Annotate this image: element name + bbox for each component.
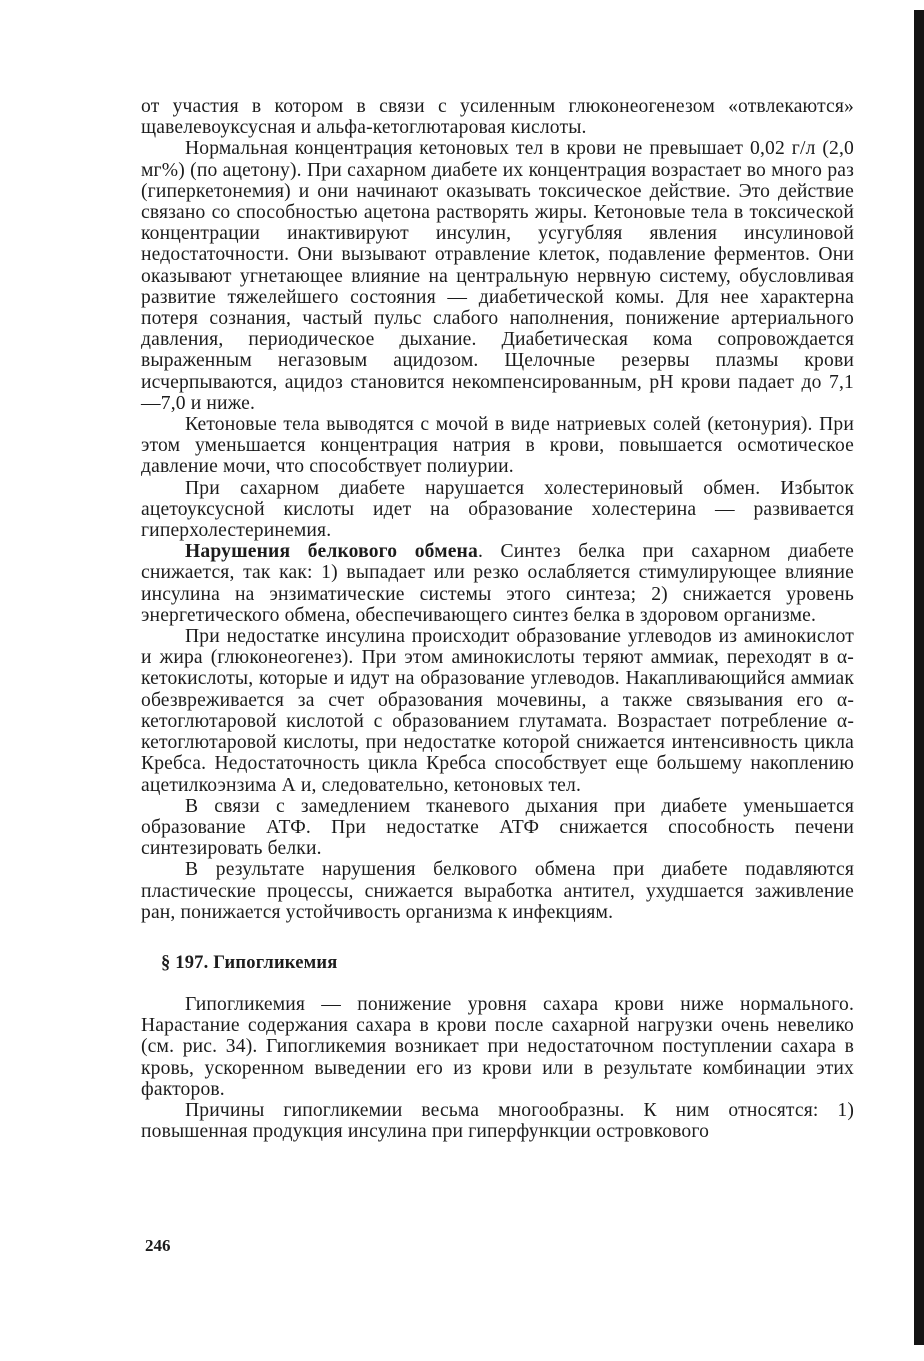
page-body [141,96,854,1142]
paragraph-lead-bold: Нарушения белкового обмена [185,541,478,563]
paragraph-protein-result: В результате нарушения белкового обмена при диабете подавляются пластические процессы, снижается выработка антител, ухудшается заживление ран, понижается устойчивость организма к инфекциям. [141,859,854,923]
paragraph-protein-metabolism [141,541,854,626]
paragraph-continued: от участия в котором в связи с усиленным глюконеогенезом «отвлекаются» щавелевоуксусная и альфа-кетоглютаровая кислоты. [141,96,854,139]
section-heading: § 197. Гипогликемия [161,952,338,973]
paragraph-atp: В связи с замедлением тканевого дыхания при диабете уменьшается образование АТФ. При недостатке АТФ снижается способность печени синтезировать белки. [141,795,854,860]
paragraph-ketone-concentration: Нормальная концентрация кетоновых тел в крови не превышает 0,02 г/л (2,0 мг%) (по ацетону). При сахарном диабете их концентрация возрастает во много раз (гиперкетонемия) и они начинают оказывать токсическое действие. Это действие связано со способностью ацетона растворять жиры. Кетоновые тела в токсической концентрации инактивируют инсулин, усугубляя явления инсулиновой недостаточности. Они вызывают отравление клеток, подавление ферментов. Они оказывают угнетающее влияние на центральную нервную систему, обусловливая развитие тяжелейшего состояния — диабетической комы. Для нее характерна потеря сознания, частый пульс слабого наполнения, понижение артериального давления, периодическое дыхание. Диабетическая кома сопровождается выраженным негазовым ацидозом. Щелочные резервы плазмы крови исчерпываются, ацидоз становится некомпенсированным, pH крови падает до 7,1—7,0 и ниже. [141,138,854,414]
scan-binding-edge [914,10,924,1345]
paragraph-ketonuria: Кетоновые тела выводятся с мочой в виде натриевых солей (кетонурия). При этом уменьшается концентрация натрия в крови, повышается осмотическое давление мочи, что способствует полиурии. [141,414,854,478]
paragraph-hypoglycemia-causes: Причины гипогликемии весьма многообразны. К ним относятся: 1) повышенная продукция инсулина при гиперфункции островкового [141,1099,854,1143]
paragraph-hypoglycemia-definition: Гипогликемия — понижение уровня сахара крови ниже нормального. Нарастание содержания сахара в крови после сахарной нагрузки очень невелико (см. рис. 34). Гипогликемия возникает при недостаточном поступлении сахара в кровь, ускоренном выведении его из крови или в результате комбинации этих факторов. [141,993,854,1100]
paragraph-lead-rest: . Синтез белка при сахарном диабете снижается, так как: 1) выпадает или резко ослабляется стимулирующее влияние инсулина на энзиматические системы этого синтеза; 2) снижается уровень энергетического обмена, обеспечивающего синтез белка в здоровом организме. [141,541,854,626]
paragraph-gluconeogenesis: При недостатке инсулина происходит образование углеводов из аминокислот и жира (глюконеогенез). При этом аминокислоты теряют аммиак, переходят в α-кетокислоты, которые и идут на образование углеводов. Накапливающийся аммиак обезвреживается за счет образования мочевины, а также связывания его α-кетоглютаровой кислотой с образованием глутамата. Возрастает потребление α-кетоглютаровой кислоты, при недостатке которой снижается интенсивность цикла Кребса. Недостаточность цикла Кребса способствует еще большему накоплению ацетилкоэнзима А и, следовательно, кетоновых тел. [141,626,854,796]
page-number: 246 [145,1236,171,1255]
paragraph-cholesterol: При сахарном диабете нарушается холестериновый обмен. Избыток ацетоуксусной кислоты идет на образование холестерина — развивается гиперхолестеринемия. [141,477,854,542]
